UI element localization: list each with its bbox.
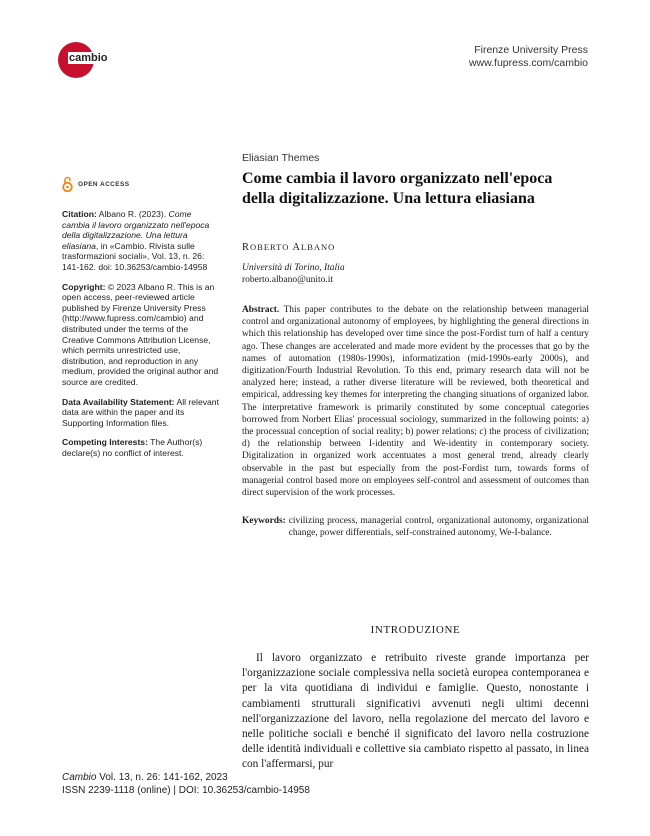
- copyright-label: Copyright:: [62, 281, 106, 292]
- citation-title: Come cambia il lavoro organizzato nell'epoca della digitalizzazione. Una lettura eliasiana: [62, 209, 210, 251]
- footer-volume: Vol. 13, n. 26: 141-162, 2023: [96, 772, 228, 783]
- publisher-url[interactable]: www.fupress.com/cambio: [468, 57, 588, 69]
- competing-interests-block: [62, 437, 220, 458]
- citation-authors: Albano R. (2023).: [96, 209, 169, 219]
- data-availability-text: All relevant data are within the paper and its Supporting Information files.: [62, 396, 219, 428]
- citation-block: [62, 209, 220, 273]
- competing-interests-label: Competing Interests:: [62, 437, 148, 448]
- citation-label: Citation:: [62, 209, 97, 219]
- article-title: Come cambia il lavoro organizzato nell'epoca della digitalizzazione. Una lettura eliasiana: [242, 170, 553, 207]
- author-name: [242, 242, 589, 253]
- data-availability-block: [62, 397, 220, 429]
- abstract: [242, 304, 589, 499]
- copyright-block: [62, 282, 220, 388]
- publisher-name: Firenze University Press: [474, 44, 588, 56]
- competing-interests-text: The Author(s) declare(s) no conflict of interest.: [62, 437, 203, 458]
- journal-logo: [58, 42, 114, 82]
- citation-source: , in «Cambio. Rivista sulle trasformazioni sociali», Vol. 13, n. 26: 141-162. doi: 10.36253/cambio-14958: [62, 240, 208, 272]
- copyright-text: © 2023 Albano R. This is an open access, peer-reviewed article published by Firenze University Press (http://www.fupress.com/cambio) and distributed under the terms of the Creative Commons Attribution License, which permits unrestricted use, distribution, and reproduction in any medium, provided the original author and source are credited.: [62, 281, 219, 387]
- section-label: Eliasian Themes: [242, 152, 320, 164]
- abstract-label: Abstract.: [242, 305, 280, 315]
- article-info-sidebar: [62, 209, 220, 467]
- keywords-text: civilizing process, managerial control, organizational autonomy, organizational change, power differentials, self-constrained autonomy, We-I-balance.: [288, 516, 589, 539]
- footer-journal-line: [62, 772, 310, 785]
- introduction-heading: INTRODUZIONE: [370, 624, 461, 636]
- data-availability-label: Data Availability Statement:: [62, 396, 175, 407]
- logo-text: cambio: [69, 52, 108, 64]
- open-access-label: OPEN ACCESS: [78, 180, 130, 188]
- page-footer: [62, 772, 310, 797]
- author-first-initial: R: [242, 242, 251, 253]
- footer-journal-name: Cambio: [62, 772, 97, 783]
- keywords: [242, 515, 589, 539]
- open-access-lock-icon: [62, 176, 73, 192]
- abstract-text: This paper contributes to the debate on the relationship between managerial control and organizational autonomy of employees, by highlighting the general directions in which this relationship has developed over time since the post-Fordist turn of half a century ago. These changes are accelerated and made more evident by the processes that go by the names of automation (1980s-1990s), informatization (mid-1990s-early 2000s), and digitization/Fourth Industrial Revolution. To this end, primary research data will not be analyzed here; instead, a rather diverse literature will be reviewed, both theoretical and empirical, addressing key themes for interpreting the changing situations of organized labor. The interpretative framework is primarily constituted by some conceptual categories borrowed from Norbert Elias' processual sociology, summarized in the following points: a) the processual conception of social reality; b) power relations; c) the process of civilization; d) the relationship between I-identity and We-identity in contemporary society. Digitalization in organized work accentuates a most general trend, already clearly observable in the past but especially from the post-Fordist turn, towards forms of managerial control based more on employees self-control and assessment of outcomes than direct supervision of the work processes.: [242, 305, 589, 499]
- author-last-rest: LBANO: [301, 242, 336, 252]
- introduction-paragraph: Il lavoro organizzato e retribuito riveste grande importanza per l'organizzazione sociale complessiva nella società europea contemporanea e per la vita quotidiana di individui e famiglie. Questo, nonostante i cambiamenti strutturali significativi avvenuti negli ultimi decenni nell'organizzazione del lavoro, nella regolazione del mercato del lavoro e nelle politiche sociali e benché il significato del lavoro nella costruzione delle identità individuali e collettive sia cambiato rispetto al passato, in linea con l'affermarsi, pur: [242, 652, 589, 771]
- keywords-label: Keywords:: [242, 516, 286, 527]
- author-last-initial: A: [292, 242, 301, 253]
- footer-issn-doi: ISSN 2239-1118 (online) | DOI: 10.36253/cambio-14958: [62, 784, 310, 796]
- author-first-rest: OBERTO: [250, 242, 290, 252]
- open-access-badge: [62, 176, 129, 192]
- article-main: [242, 152, 589, 540]
- publisher-block: [469, 44, 588, 70]
- author-email[interactable]: roberto.albano@unito.it: [242, 275, 334, 285]
- author-affiliation: Università di Torino, Italia: [242, 263, 345, 273]
